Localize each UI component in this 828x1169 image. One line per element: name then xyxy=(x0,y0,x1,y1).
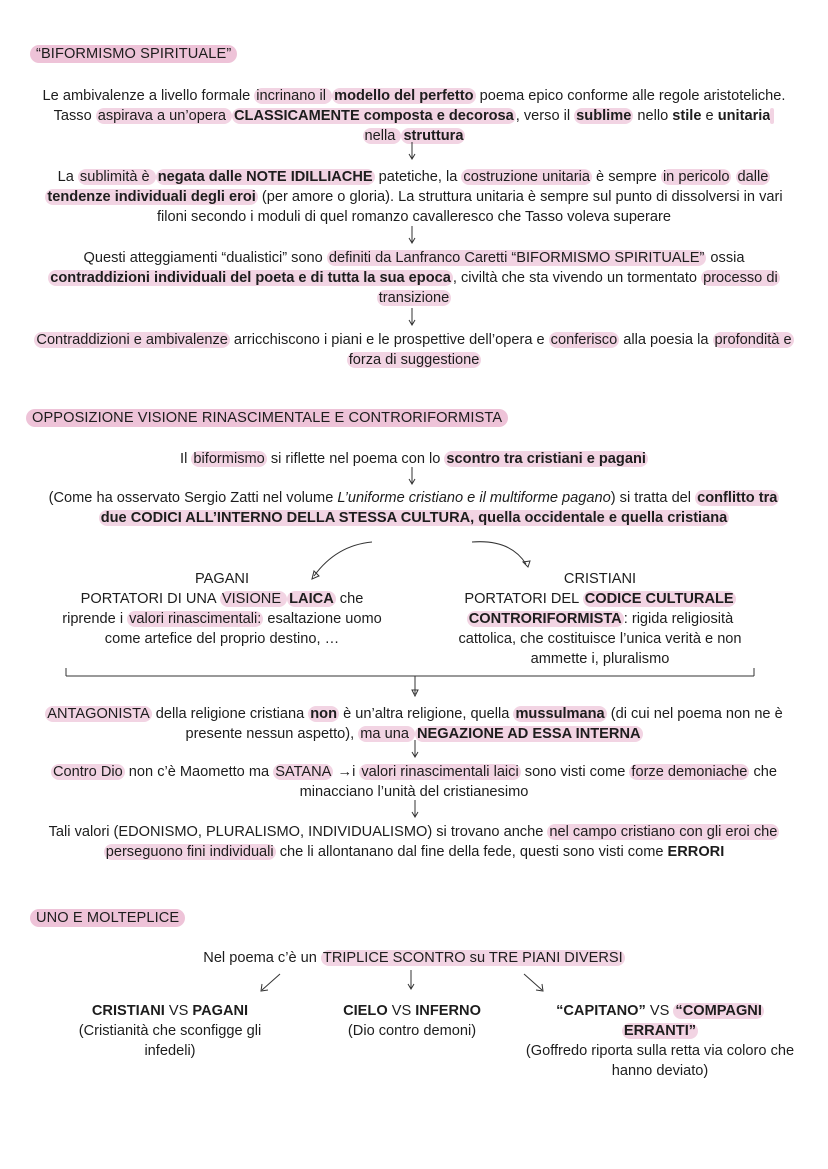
text-run: sublimità è xyxy=(79,169,154,185)
text-run: tendenze individuali degli eroi xyxy=(47,189,256,205)
text-run: CRISTIANI xyxy=(91,1003,165,1019)
text-run: che riprende i xyxy=(62,591,364,627)
text-run: contraddizioni individuali del poeta e di tutta la sua epoca xyxy=(50,270,451,286)
text-run: CODICE CULTURALE CONTRORIFORMISTA xyxy=(468,591,734,627)
cristiani-column xyxy=(440,569,760,669)
text-run: e xyxy=(701,108,718,124)
paragraph-contraddizioni xyxy=(34,330,794,370)
text-run: CLASSICAMENTE composta e decorosa xyxy=(234,108,514,124)
text-run: alla poesia la xyxy=(619,332,713,348)
text-run: aspirava a un’opera xyxy=(97,108,230,124)
text-run: costruzione unitaria xyxy=(463,169,590,185)
text-run: , civiltà che sta vivendo un tormentato xyxy=(452,270,702,286)
text-run: “COMPAGNI ERRANTI” xyxy=(623,1003,762,1039)
section-title-uno-molteplice: UNO E MOLTEPLICE xyxy=(30,908,185,928)
text-run: NEGAZIONE AD ESSA INTERNA xyxy=(417,726,641,742)
text-run: dalle xyxy=(737,169,769,185)
arrow-down-icon xyxy=(407,467,417,487)
text-run: ma una xyxy=(360,726,413,742)
paragraph-antagonista xyxy=(30,704,798,744)
text-run: stile xyxy=(672,108,702,124)
text-run: Nel poema c’è un xyxy=(203,950,321,966)
text-run: →i xyxy=(333,764,360,780)
text-run: Contro Dio xyxy=(52,764,123,780)
text-run: conferisco xyxy=(550,332,618,348)
text-run: forze demoniache xyxy=(631,764,748,780)
capitano-vs-compagni xyxy=(520,1001,800,1081)
text-run xyxy=(731,169,735,185)
text-run: non xyxy=(310,706,338,722)
text-run: nello xyxy=(633,108,673,124)
text-run: della religione cristiana xyxy=(151,706,309,722)
bracket-line xyxy=(64,666,824,696)
text-run: valori rinascimentali laici xyxy=(361,764,519,780)
paragraph-zatti xyxy=(40,488,788,528)
paragraph-sublimita xyxy=(40,167,788,227)
text-run: VS xyxy=(645,1003,674,1019)
text-run: Questi atteggiamenti “dualistici” sono xyxy=(83,250,327,266)
text-run: biformismo xyxy=(193,451,265,467)
arrow-down-icon xyxy=(410,740,420,760)
text-run: CIELO xyxy=(343,1003,388,1019)
text-run: “CAPITANO” xyxy=(556,1003,646,1019)
text-run: che li allontanano dal fine della fede, questi sono visti come xyxy=(275,844,668,860)
text-run: (Dio contro demoni) xyxy=(347,1023,477,1039)
text-run: VS xyxy=(387,1003,416,1019)
text-run: è un’altra religione, quella xyxy=(339,706,514,722)
text-run: , verso il xyxy=(515,108,575,124)
text-run: unitaria xyxy=(717,108,771,124)
text-run: nel campo cristiano con gli eroi che perseguono fini individuali xyxy=(105,824,778,860)
text-run: struttura xyxy=(403,128,464,144)
text-run: in pericolo xyxy=(662,169,730,185)
text-run: (di cui nel poema non ne è presente nessun aspetto), xyxy=(185,706,783,742)
paragraph-caretti xyxy=(40,248,788,308)
text-run: VS xyxy=(164,1003,193,1019)
text-run: LAICA xyxy=(289,591,334,607)
text-run: TRIPLICE SCONTRO su TRE PIANI DIVERSI xyxy=(322,950,623,966)
text-run: si riflette nel poema con lo xyxy=(266,451,445,467)
text-run: Le ambivalenze a livello formale xyxy=(42,88,255,104)
text-run: La xyxy=(57,169,78,185)
pagani-column xyxy=(62,569,382,649)
text-run: SATANA xyxy=(275,764,332,780)
text-run: scontro tra cristiani e pagani xyxy=(446,451,646,467)
arrow-down-icon xyxy=(406,970,416,990)
text-run: INFERNO xyxy=(415,1003,481,1019)
text-run: esaltazione uomo come artefice del proprio destino, … xyxy=(104,611,382,647)
text-run: : rigida religiosità cattolica, che costituisce l’unica verità e non ammette i, pluralismo xyxy=(458,611,742,667)
cielo-vs-inferno xyxy=(312,1001,512,1041)
cristiani-vs-pagani xyxy=(60,1001,280,1061)
paragraph-triplice xyxy=(40,948,788,968)
paragraph-ambivalenze xyxy=(40,86,788,146)
text-run: poema epico conforme alle regole aristoteliche. Tasso xyxy=(53,88,786,124)
text-run: PAGANI xyxy=(192,1003,249,1019)
paragraph-satana xyxy=(36,762,792,802)
text-run: ANTAGONISTA xyxy=(47,706,150,722)
text-run: Contraddizioni e ambivalenze xyxy=(36,332,228,348)
paragraph-tali-valori xyxy=(36,822,792,862)
text-run: conflitto tra due CODICI ALL’INTERNO DELLA STESSA CULTURA, quella occidentale e quella cristiana xyxy=(100,490,778,526)
text-run: non c’è Maometto ma xyxy=(124,764,274,780)
text-run: arricchiscono i piani e le prospettive dell’opera e xyxy=(229,332,549,348)
text-run: profondità e forza di suggestione xyxy=(348,332,792,368)
text-run: PORTATORI DEL xyxy=(464,591,583,607)
diagonal-arrow-right-icon xyxy=(520,972,550,996)
text-run: (per amore o gloria). La struttura unitaria è sempre sul punto di dissolversi in vari filoni secondo i moduli di quel romanzo cavalleresco che Tasso voleva superare xyxy=(156,189,783,225)
text-run: CRISTIANI xyxy=(563,571,637,587)
diagonal-arrow-left-icon xyxy=(256,972,286,996)
text-run: sublime xyxy=(576,108,632,124)
text-run: (Come ha osservato Sergio Zatti nel volume xyxy=(48,490,338,506)
text-run: definiti da Lanfranco Caretti “BIFORMISMO SPIRITUALE” xyxy=(328,250,705,266)
text-run: (Cristianità che sconfigge gli infedeli) xyxy=(78,1023,262,1059)
text-run: mussulmana xyxy=(515,706,605,722)
text-run: ossia xyxy=(706,250,745,266)
text-run: negata dalle NOTE IDILLIACHE xyxy=(157,169,373,185)
text-run: PORTATORI DI UNA xyxy=(80,591,220,607)
text-run: VISIONE xyxy=(221,591,286,607)
text-run: è sempre xyxy=(591,169,661,185)
section-title-opposizione: OPPOSIZIONE VISIONE RINASCIMENTALE E CONTRORIFORMISTA xyxy=(26,408,508,428)
arrow-down-icon xyxy=(410,676,420,696)
section-title-biformismo: “BIFORMISMO SPIRITUALE” xyxy=(30,44,237,64)
text-run: processo di transizione xyxy=(378,270,778,306)
text-run: sono visti come xyxy=(520,764,630,780)
text-run: (Goffredo riporta sulla retta via coloro che hanno deviato) xyxy=(525,1043,795,1079)
text-run: L’uniforme cristiano e il multiforme pagano xyxy=(337,490,611,506)
text-run: valori rinascimentali: xyxy=(129,611,262,627)
text-run: incrinano il xyxy=(256,88,331,104)
text-run: patetiche, la xyxy=(374,169,462,185)
text-run: Tali valori (EDONISMO, PLURALISMO, INDIVIDUALISMO) si trovano anche xyxy=(48,824,548,840)
text-run: PAGANI xyxy=(194,571,250,587)
arrow-down-icon xyxy=(407,226,417,246)
arrow-down-icon xyxy=(407,308,417,328)
arrow-down-icon xyxy=(410,800,420,820)
text-run: ) si tratta del xyxy=(610,490,696,506)
text-run: ERRORI xyxy=(667,844,725,860)
text-run: Il xyxy=(180,451,192,467)
text-run: modello del perfetto xyxy=(334,88,474,104)
text-run: nella xyxy=(363,108,775,144)
text-run: che minacciano l’unità del cristianesimo xyxy=(299,764,778,800)
paragraph-biformismo-scontro xyxy=(40,449,788,469)
arrow-down-icon xyxy=(407,142,417,162)
